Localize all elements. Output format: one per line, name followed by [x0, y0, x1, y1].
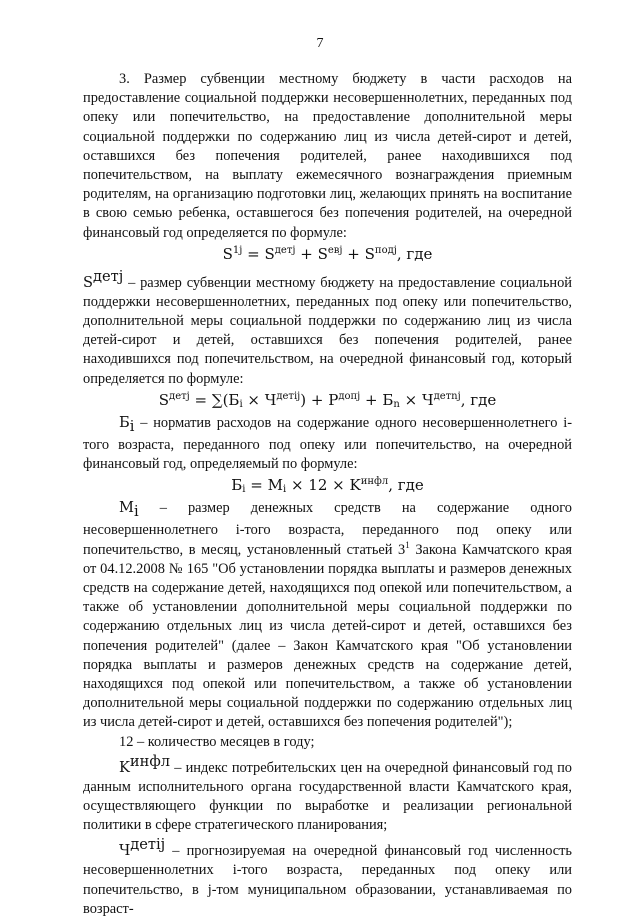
definition-symbol: S [83, 273, 93, 291]
formula-symbol: Б [231, 476, 243, 495]
paragraph-def-m [83, 498, 572, 732]
formula-tail: , где [460, 390, 497, 409]
formula-subscript: i [242, 484, 246, 496]
definition-text: – индекс потребительских цен на очередной финансовый год по данным исполнительного органа государственной власти Камчатского края, осуществляющего функции по выработке и реализации региональной политики в сфере стратегического планирования; [83, 759, 572, 834]
paragraph-def-b [83, 413, 572, 474]
formula-superscript: детj [274, 244, 296, 256]
definition-text: Закона Камчатского края от 04.12.2008 № 165 "Об установлении порядка выплаты и размеров денежных средств на содержание детей, находящихся под опекой или попечительством, а также об установлении дополнительной меры социальной поддержки по содержанию отдельных лиц из числа детей-сирот и детей, оставшихся без попечения родителей" (далее – Закон Камчатского края "Об установлении порядка выплаты и размеров денежных средств на содержание детей, находящихся под опекой или попечительством, а также об установлении дополнительной меры социальной поддержки по содержанию отдельных лиц из числа детей-сирот и детей, оставшихся без попечения родителей"); [83, 541, 573, 731]
definition-superscript: детj [93, 267, 124, 285]
formula-subscript: i [239, 398, 243, 410]
formula-symbol: S [264, 244, 275, 263]
formula-operator: + Б [360, 390, 394, 409]
formula-operator: = ∑(Б [189, 390, 240, 409]
paragraph-def-s-det [83, 267, 572, 389]
paragraph-def-ch [83, 835, 572, 919]
paragraph-intro: 3. Размер субвенции местному бюджету в части расходов на предоставление социальной поддержки несовершеннолетних, переданных под опеку или попечительство, на предоставление дополнительной меры социальной поддержки по содержанию лиц из числа детей-сирот и детей, оставшихся без попечения родителей, ранее находившихся под попечительством, на выплату ежемесячного вознаграждения приемным родителям, на организацию подготовки лиц, желающих принять на воспитание в свою семью ребенка, оставшегося без попечения родителей, на очередной финансовый год определяется по формуле: [83, 71, 572, 241]
paragraph-def-12: 12 – количество месяцев в году; [119, 733, 315, 750]
formula-b [83, 475, 572, 496]
formula-superscript: подj [374, 244, 397, 256]
formula-superscript: инфл [360, 476, 389, 488]
definition-superscript: инфл [129, 752, 171, 770]
definition-subscript: i [133, 503, 139, 521]
formula-operator: + [295, 244, 318, 263]
formula-tail: , где [396, 244, 433, 263]
definition-superscript: детij [130, 836, 166, 854]
formula-symbol: S [158, 390, 170, 409]
formula-operator: + [342, 244, 365, 263]
paragraph-def-k [83, 752, 572, 836]
article-superscript: 1 [405, 539, 410, 550]
formula-symbol: S [222, 244, 233, 263]
formula-superscript: детj [169, 390, 190, 402]
formula-superscript: детnj [433, 390, 461, 402]
formula-operator: × 12 × K [286, 476, 361, 495]
formula-subscript: n [393, 398, 400, 410]
formula-symbol: S [364, 244, 375, 263]
definition-symbol: K [119, 758, 130, 776]
definition-symbol: Б [119, 413, 130, 431]
formula-superscript: допj [338, 390, 361, 402]
page-number: 7 [316, 36, 324, 51]
formula-superscript: евj [327, 244, 343, 256]
definition-text: – норматив расходов на содержание одного несовершеннолетнего i-того возраста, переданного под опеку или попечительство, на очередной финансовый год, определяемый по формуле: [83, 414, 572, 473]
definition-text: – размер субвенции местному бюджету на предоставление социальной поддержки несовершеннолетних, переданных под опеку или попечительство, дополнительной меры социальной поддержки по содержанию лиц из числа детей-сирот и детей, оставшихся без попечения родителей, ранее находившихся под попечительством, на очередной финансовый год, который определяется по формуле: [83, 274, 572, 387]
formula-operator: = M [245, 476, 283, 495]
formula-subscript: i [282, 484, 287, 496]
formula-symbol: S [317, 244, 328, 263]
formula-operator: × Ч [242, 390, 277, 409]
formula-s1 [83, 244, 572, 265]
formula-superscript: детij [276, 390, 301, 402]
formula-operator: ) + P [300, 390, 339, 409]
formula-tail: , где [388, 476, 424, 495]
definition-text: – прогнозируемая на очередной финансовый год численность несовершеннолетних i-того возраста, переданных под опеку или попечительство, в j-том муниципальном образовании, устанавливаемая по возраст- [83, 843, 572, 917]
definition-text: – размер денежных средств на содержание одного несовершеннолетнего i-того возраста, переданного под опеку или попечительство, в месяц, установленный статьей 3 [83, 500, 572, 558]
body-text [83, 70, 572, 919]
definition-symbol: M [119, 499, 134, 517]
formula-operator: = [242, 244, 265, 263]
formula-s-det [83, 390, 572, 411]
formula-operator: × Ч [399, 390, 434, 409]
definition-symbol: Ч [119, 842, 131, 860]
definition-subscript: i [129, 417, 135, 435]
formula-superscript: 1j [232, 244, 243, 256]
